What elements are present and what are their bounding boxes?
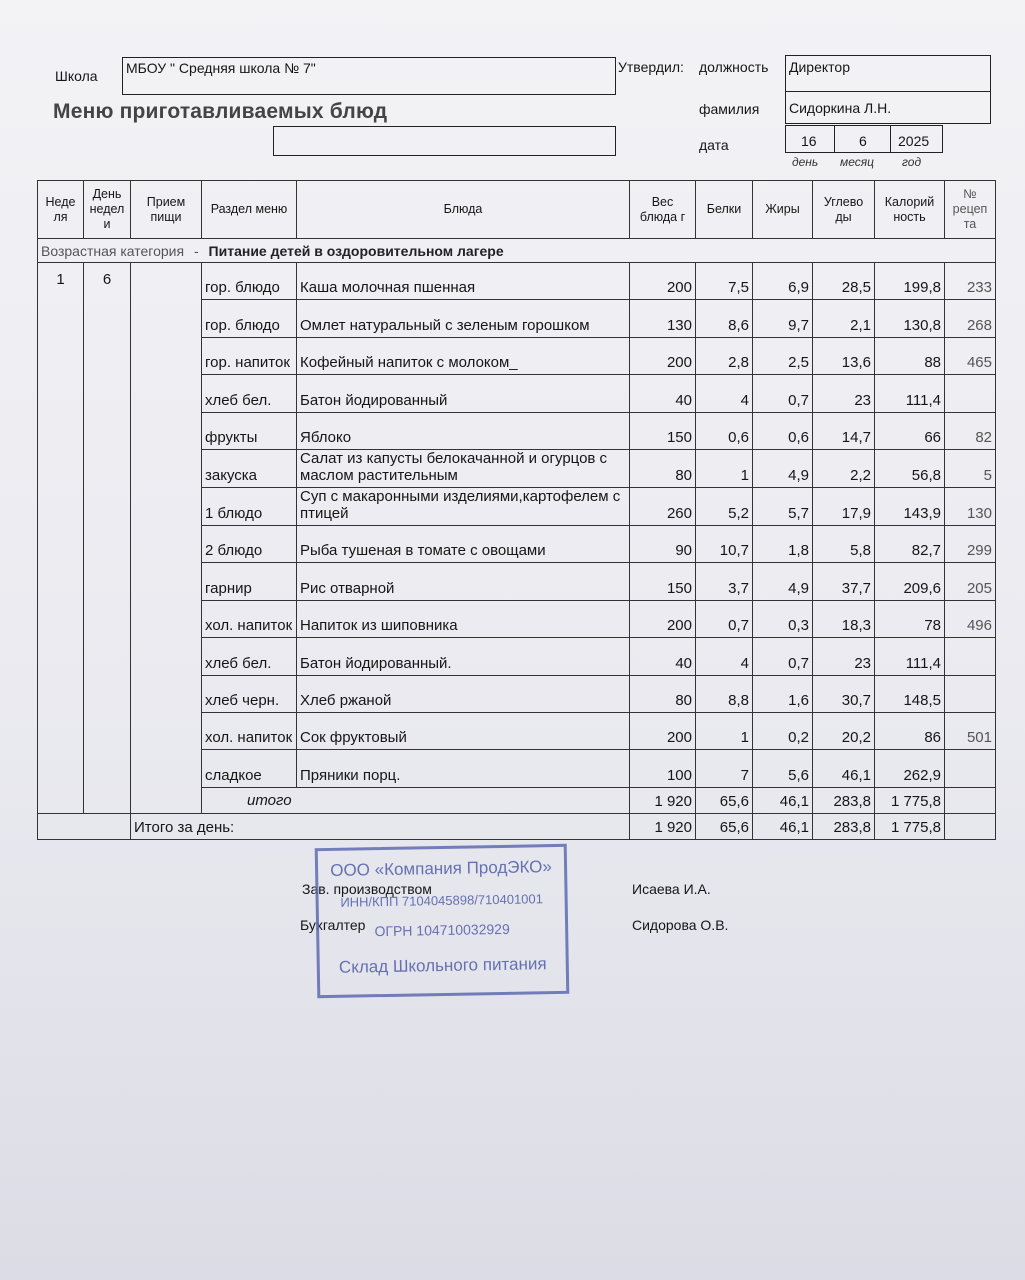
day-total-label: Итого за день:	[131, 813, 630, 839]
carbs-cell: 2,2	[813, 449, 875, 487]
weight-cell: 260	[630, 487, 696, 525]
recipe-cell	[945, 638, 996, 675]
weight-cell: 100	[630, 750, 696, 787]
kcal-cell: 111,4	[875, 375, 945, 412]
protein-cell: 7,5	[696, 263, 753, 300]
day-total-carbs: 283,8	[813, 813, 875, 839]
protein-cell: 1	[696, 449, 753, 487]
stamp-line-4: Склад Школьного питания	[338, 954, 547, 977]
school-name: МБОУ " Средняя школа № 7"	[126, 60, 316, 76]
fat-cell: 4,9	[753, 449, 813, 487]
fat-cell: 5,6	[753, 750, 813, 787]
protein-cell: 1	[696, 712, 753, 749]
carbs-cell: 46,1	[813, 750, 875, 787]
day-cell: 6	[84, 263, 131, 814]
recipe-cell: 268	[945, 300, 996, 337]
stamp-line-3: ОГРН 104710032929	[374, 920, 510, 940]
protein-cell: 5,2	[696, 487, 753, 525]
section-cell: гор. напиток	[202, 337, 297, 374]
carbs-cell: 30,7	[813, 675, 875, 712]
kcal-cell: 148,5	[875, 675, 945, 712]
dish-cell: Пряники порц.	[297, 750, 630, 787]
kcal-cell: 111,4	[875, 638, 945, 675]
fat-cell: 2,5	[753, 337, 813, 374]
date-year: 2025	[898, 133, 930, 149]
subtotal-recipe	[945, 787, 996, 813]
recipe-cell	[945, 750, 996, 787]
col-kcal: Калорий ность	[875, 181, 945, 239]
protein-cell: 4	[696, 638, 753, 675]
recipe-cell: 465	[945, 337, 996, 374]
carbs-cell: 20,2	[813, 712, 875, 749]
carbs-cell: 5,8	[813, 525, 875, 562]
day-total-fat: 46,1	[753, 813, 813, 839]
col-dish: Блюда	[297, 181, 630, 239]
weight-cell: 80	[630, 675, 696, 712]
day-total-kcal: 1 775,8	[875, 813, 945, 839]
carbs-cell: 28,5	[813, 263, 875, 300]
weight-cell: 40	[630, 375, 696, 412]
dish-cell: Батон йодированный.	[297, 638, 630, 675]
protein-cell: 8,8	[696, 675, 753, 712]
weight-cell: 200	[630, 600, 696, 637]
recipe-cell	[945, 675, 996, 712]
week-cell: 1	[38, 263, 84, 814]
fat-cell: 0,6	[753, 412, 813, 449]
dish-cell: Батон йодированный	[297, 375, 630, 412]
section-cell: гарнир	[202, 563, 297, 600]
subtotal-label: итого	[202, 787, 630, 813]
approved-label: Утвердил:	[618, 59, 684, 75]
dish-cell: Яблоко	[297, 412, 630, 449]
fat-cell: 1,8	[753, 525, 813, 562]
col-meal: Прием пищи	[131, 181, 202, 239]
empty-field	[273, 126, 616, 156]
weight-cell: 90	[630, 525, 696, 562]
fat-cell: 0,7	[753, 638, 813, 675]
protein-cell: 4	[696, 375, 753, 412]
date-day-field	[785, 125, 835, 153]
section-cell: сладкое	[202, 750, 297, 787]
accountant-label: Бухгалтер	[300, 917, 366, 933]
table-header-row	[38, 181, 996, 239]
recipe-cell: 496	[945, 600, 996, 637]
protein-cell: 0,7	[696, 600, 753, 637]
date-year-field	[890, 125, 943, 153]
carbs-cell: 18,3	[813, 600, 875, 637]
kcal-cell: 86	[875, 712, 945, 749]
school-name-field	[122, 57, 616, 95]
position-field	[785, 55, 991, 92]
carbs-cell: 23	[813, 375, 875, 412]
section-cell: закуска	[202, 449, 297, 487]
section-cell: хол. напиток	[202, 600, 297, 637]
protein-cell: 0,6	[696, 412, 753, 449]
section-cell: хлеб бел.	[202, 638, 297, 675]
weight-cell: 130	[630, 300, 696, 337]
meal-cell	[131, 263, 202, 814]
dish-cell: Кофейный напиток с молоком_	[297, 337, 630, 374]
category-label: Возрастная категория	[41, 242, 185, 259]
section-cell: гор. блюдо	[202, 300, 297, 337]
carbs-cell: 17,9	[813, 487, 875, 525]
col-recipe: № рецеп та	[945, 181, 996, 239]
col-week: Неде ля	[38, 181, 84, 239]
dish-cell: Салат из капусты белокачанной и огурцов с маслом растительным	[297, 449, 630, 487]
kcal-cell: 82,7	[875, 525, 945, 562]
dish-cell: Сок фруктовый	[297, 712, 630, 749]
school-label: Школа	[55, 68, 98, 84]
subtotal-weight: 1 920	[630, 787, 696, 813]
col-weight: Вес блюда г	[630, 181, 696, 239]
recipe-cell: 299	[945, 525, 996, 562]
recipe-cell: 130	[945, 487, 996, 525]
fat-cell: 9,7	[753, 300, 813, 337]
kcal-cell: 199,8	[875, 263, 945, 300]
production-label: Зав. производством	[302, 881, 432, 897]
day-caption: день	[792, 155, 819, 169]
dish-cell: Суп с макаронными изделиями,картофелем с птицей	[297, 487, 630, 525]
kcal-cell: 209,6	[875, 563, 945, 600]
subtotal-fat: 46,1	[753, 787, 813, 813]
dish-cell: Напиток из шиповника	[297, 600, 630, 637]
col-section: Раздел меню	[202, 181, 297, 239]
subtotal-kcal: 1 775,8	[875, 787, 945, 813]
recipe-cell: 205	[945, 563, 996, 600]
surname-label: фамилия	[699, 101, 760, 117]
weight-cell: 80	[630, 449, 696, 487]
category-value: Питание детей в оздоровительном лагере	[208, 242, 504, 259]
protein-cell: 7	[696, 750, 753, 787]
weight-cell: 200	[630, 337, 696, 374]
col-fat: Жиры	[753, 181, 813, 239]
menu-table	[37, 180, 996, 840]
company-stamp	[315, 844, 570, 998]
kcal-cell: 262,9	[875, 750, 945, 787]
date-label: дата	[699, 137, 729, 153]
day-total-recipe	[945, 813, 996, 839]
protein-cell: 8,6	[696, 300, 753, 337]
recipe-cell: 233	[945, 263, 996, 300]
day-total-protein: 65,6	[696, 813, 753, 839]
carbs-cell: 23	[813, 638, 875, 675]
production-name: Исаева И.А.	[632, 881, 711, 897]
kcal-cell: 130,8	[875, 300, 945, 337]
category-row	[38, 239, 996, 263]
protein-cell: 3,7	[696, 563, 753, 600]
carbs-cell: 2,1	[813, 300, 875, 337]
dish-cell: Омлет натуральный с зеленым горошком	[297, 300, 630, 337]
col-day: День недел и	[84, 181, 131, 239]
stamp-line-1: ООО «Компания ПродЭКО»	[330, 857, 553, 880]
subtotal-carbs: 283,8	[813, 787, 875, 813]
section-cell: гор. блюдо	[202, 263, 297, 300]
section-cell: хол. напиток	[202, 712, 297, 749]
protein-cell: 2,8	[696, 337, 753, 374]
dish-cell: Рыба тушеная в томате с овощами	[297, 525, 630, 562]
dish-cell: Хлеб ржаной	[297, 675, 630, 712]
surname-field	[785, 91, 991, 124]
fat-cell: 1,6	[753, 675, 813, 712]
weight-cell: 200	[630, 712, 696, 749]
recipe-cell	[945, 375, 996, 412]
kcal-cell: 88	[875, 337, 945, 374]
carbs-cell: 14,7	[813, 412, 875, 449]
category-dash: -	[193, 242, 199, 259]
subtotal-protein: 65,6	[696, 787, 753, 813]
position-value: Директор	[789, 59, 850, 75]
surname-value: Сидоркина Л.Н.	[789, 100, 892, 116]
recipe-cell: 5	[945, 449, 996, 487]
section-cell: 1 блюдо	[202, 487, 297, 525]
fat-cell: 6,9	[753, 263, 813, 300]
col-protein: Белки	[696, 181, 753, 239]
year-caption: год	[902, 155, 922, 169]
day-total-spacer	[38, 813, 131, 839]
accountant-name: Сидорова О.В.	[632, 917, 729, 933]
weight-cell: 200	[630, 263, 696, 300]
page-title: Меню приготавливаемых блюд	[53, 100, 388, 123]
date-day: 16	[801, 133, 817, 149]
weight-cell: 150	[630, 412, 696, 449]
day-total-row	[38, 813, 996, 839]
fat-cell: 0,7	[753, 375, 813, 412]
carbs-cell: 13,6	[813, 337, 875, 374]
col-carbs: Углево ды	[813, 181, 875, 239]
recipe-cell: 501	[945, 712, 996, 749]
stamp-line-2: ИНН/КПП 7104045898/710401001	[340, 891, 544, 910]
table-row	[38, 263, 996, 300]
section-cell: фрукты	[202, 412, 297, 449]
date-month: 6	[859, 133, 867, 149]
section-cell: 2 блюдо	[202, 525, 297, 562]
carbs-cell: 37,7	[813, 563, 875, 600]
kcal-cell: 143,9	[875, 487, 945, 525]
date-month-field	[834, 125, 891, 153]
fat-cell: 0,3	[753, 600, 813, 637]
weight-cell: 150	[630, 563, 696, 600]
protein-cell: 10,7	[696, 525, 753, 562]
section-cell: хлеб бел.	[202, 375, 297, 412]
kcal-cell: 66	[875, 412, 945, 449]
fat-cell: 0,2	[753, 712, 813, 749]
kcal-cell: 56,8	[875, 449, 945, 487]
fat-cell: 5,7	[753, 487, 813, 525]
fat-cell: 4,9	[753, 563, 813, 600]
weight-cell: 40	[630, 638, 696, 675]
position-label: должность	[699, 59, 769, 75]
kcal-cell: 78	[875, 600, 945, 637]
section-cell: хлеб черн.	[202, 675, 297, 712]
dish-cell: Рис отварной	[297, 563, 630, 600]
month-caption: месяц	[840, 155, 875, 169]
recipe-cell: 82	[945, 412, 996, 449]
dish-cell: Каша молочная пшенная	[297, 263, 630, 300]
day-total-weight: 1 920	[630, 813, 696, 839]
